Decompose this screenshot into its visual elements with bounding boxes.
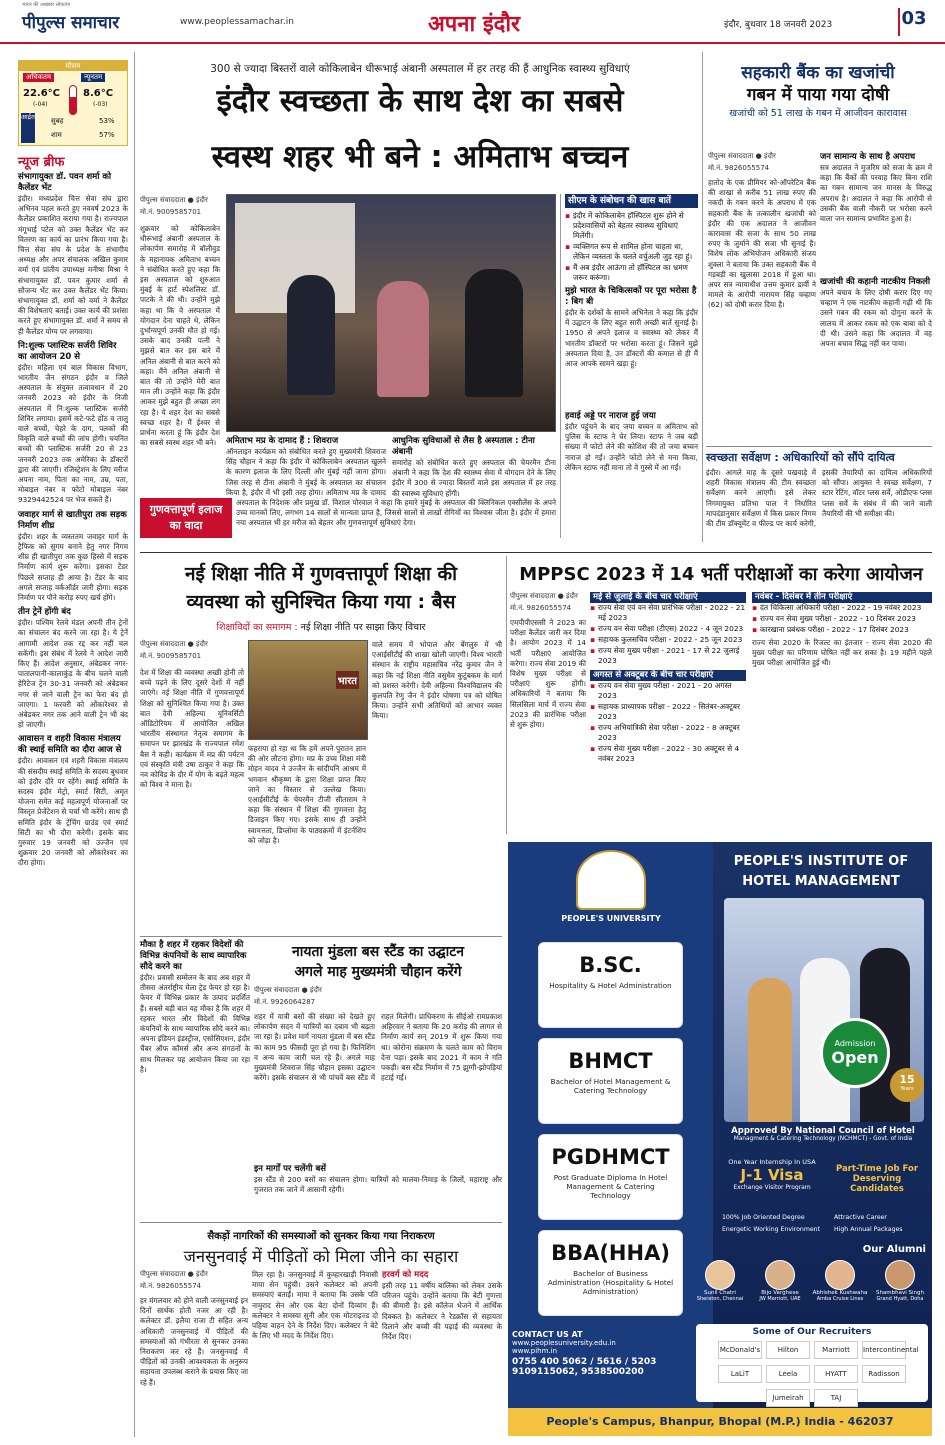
nayta-headline-1: नायता मुंडला बस स्टैंड का उद्घाटन (291, 944, 465, 960)
brief-title: नि:शुल्क प्लास्टिक सर्जरी शिविर का आयोजन 20 से (18, 340, 117, 362)
mppsc-exam: ▪ सहायक कुलसचिव परीक्षा - 2022 - 25 जून 2023 (590, 635, 746, 645)
tradefair-body: इंदौर। प्रवासी सम्मेलन के बाद अब शहर में तीसरा अंतर्राष्ट्रीय मेला ट्रेड फेयर हो रहा है। फेयर में विभिन्न प्रकार के उत्पाद प्रदर्शित हैं। सबसे बड़ी बात यह मौका है कि शहर में रहकर भारत और विदेशों की विभिन्न कंपनियों के साथ व्यापारिक सौदे करने का। अपना इंडियन इंडस्ट्रीज, एसोसिएशन, इंदौर चैंबर ऑफ कॉमर्स और अन्य संगठनों के साथ मिलकर यह आयोजन किया जा रहा है। (140, 973, 250, 1074)
program-card[interactable] (538, 1038, 683, 1124)
mppsc-exam: ▪ राज्य सेवा मुख्य परीक्षा - 2021 - 17 से 22 जुलाई 2023 (590, 646, 746, 666)
bank-deck: खजांची को 51 लाख के गबन में आजीवन कारावास (729, 108, 907, 119)
weather-max-temp: 22.6°C (23, 88, 61, 99)
cm-box-title: सीएम के संबोधन की खास बातें (565, 194, 698, 208)
mppsc-group2-list (590, 681, 746, 764)
ad-title-2: HOTEL MANAGEMENT (742, 874, 900, 889)
alumni-name: Bijo Varghese (761, 1290, 799, 1296)
avatar (825, 1260, 855, 1290)
hearing-box-title: हरवर्ग को मदद (382, 1270, 429, 1280)
visa-sub: Exchange Visitor Program (733, 1184, 811, 1191)
feature-item: Attractive Career (834, 1214, 887, 1221)
section-rule (140, 1222, 502, 1223)
program-desc: Bachelor of Hotel Management & Catering Technology (550, 1077, 671, 1095)
bank-headline-1: सहकारी बैंक का खजांची (741, 63, 895, 83)
caption-tina-title: आधुनिक सुविधाओं से लैस है अस्पताल : टीना अंबानी (392, 436, 535, 457)
contact-phone-2[interactable]: 9109115062, 9538500200 (512, 1367, 644, 1377)
mppsc-exam: ▪ दंत चिकित्सा अधिकारी परीक्षा - 2022 - 19 नवंबर 2023 (752, 603, 932, 613)
education-photo (248, 640, 368, 740)
feature-item: 100% Job Oriented Degree (722, 1214, 805, 1221)
mppsc-group2-title: अगस्त से अक्टूबर के बीच चार परीक्षाएं (590, 670, 746, 681)
quality-tag: गुणवत्तापूर्ण इलाज का वादा (140, 498, 232, 538)
education-mobile: मो.नं. 9009585701 (140, 652, 202, 660)
brief-body: इंदौर। मध्यप्रदेश चित्त सेवा संघ द्वारा अभिनव पहल करते हुए नववर्ष 2023 के कैलेंडर प्रकाशित कराया गया है। राज्यपाल मंगूभाई पटेल को उक्त कैलेंडर भेंट कर वितरण का कार्य का प्रारंभ किया गया है। चित्त सेवा संघ के प्रदेश के संभागीय अध्यक्ष और अपर संचालक अखिल कुमार वर्मा एवं प्रांतीय उपाध्यक्ष मनीषा मिश्रा ने संभागायुक्त डॉ. पवन कुमार शर्मा से सौजन्य भेंट कर उक्त कैलेंडर भेंट किया। संभागायुक्त डॉ. शर्मा को वर्मा ने कैलेंडर की विशेषताएं बताई। उक्त कार्य की प्रशंसा करते हुए संभागायुक्त डॉ. शर्मा ने समय से ही कैलेंडर योग्य पर लगवाया। (18, 194, 128, 336)
brief-title: आवासन व शहरी विकास मंत्रालय की स्थाई समिति का दौरा आज से (18, 734, 122, 756)
brief-title: जवाहर मार्ग से खातीपुरा तक सड़क निर्माण शीघ्र (18, 509, 127, 531)
alumni-card (872, 1260, 928, 1302)
alumni-name: Abhishek Kushwaha (812, 1290, 868, 1296)
weather-max-delta: (-04) (33, 101, 48, 108)
mppsc-exam: ▪ राज्य सेवा एवं वन सेवा प्रारंभिक परीक्षा - 2022 - 21 मई 2023 (590, 603, 746, 623)
bank-byline: पीपुल्स संवाददाता ● इंदौर (708, 152, 776, 160)
program-desc: Hospitality & Hotel Administration (549, 981, 672, 990)
mppsc-exam: ▪ कारखाना प्रबंधक परीक्षा - 2022 - 17 दिसंबर 2023 (752, 625, 932, 635)
mppsc-exam: ▪ राज्य सेवा मुख्य परीक्षा - 2022 - 30 अक्टूबर से 4 नवंबर 2023 (590, 744, 746, 764)
nayta-byline: पीपुल्स संवाददाता ● इंदौर (254, 986, 322, 994)
site-url[interactable]: www.peoplessamachar.in (180, 17, 294, 27)
recruiter-logo: HYATT (814, 1365, 858, 1383)
visa-block (720, 1158, 824, 1208)
recruiter-logo: McDonald's (718, 1341, 762, 1359)
mppsc-exam: ▪ सहायक प्राध्यापक परीक्षा - 2022 - सितंबर-अक्टूबर 2023 (590, 702, 746, 722)
lead-sub1-body: इंदौर के दर्शकों के सामने अभिनेता ने कहा कि इंदौर में उद्घाटन के लिए बहुत सारी अच्छी बातें सुनाई है। 1950 से अपने इलाज व स्वास्थ्य को लेकर मैं भारतीय डॉक्टरों पर भरोसा करता हूं। जिसने मुझे अस्पताल दिया है, उन डॉक्टरों की कमाल से ही मैं आज आपके सामने खड़ा हूं। (565, 308, 698, 369)
brief-title: संभागायुक्त डॉ. पवन शर्मा को कैलेंडर भेंट (18, 172, 112, 193)
alumni-role: Grand Hyatt, Doha (876, 1296, 924, 1302)
weather-min-delta: (-03) (93, 101, 108, 108)
weather-evening-label: शाम (51, 131, 62, 139)
recruiter-logo: Radisson (862, 1365, 906, 1383)
lead-body: शुक्रवार को कोकिलाबेन धीरूभाई अंबानी अस्पताल के लोकार्पण समारोह में बॉलीवुड के महानायक अमिताभ बच्चन ने संबोधित करते हुए कहा कि इस अस्पताल को शुरुआत मुंबई के हार्ट स्पेशलिस्ट डॉ. पाटके ने की थी। उन्होंने मुझे कहा था कि वे अस्पताल में योगदान देना चाहते थे, लेकिन दुर्भाग्यपूर्ण उनकी मौत हो गई। उसके बाद उनकी पत्नी ने मुझसे बात कर इस बारे में अनिल अंबानी से बात करने को कहा। मैंने अनिल अंबानी से बात की तो उन्होंने मेरी बात मान ली। उन्होंने कहा कि इंदौर आकर मुझे बहुत ही अच्छा लग रहा है। ये शहर देश का सबसे स्वच्छ शहर है। मैं ईश्वर से प्रार्थना करता हूं कि इंदौर देश का सबसे स्वस्थ शहर भी बने। (140, 224, 220, 448)
university-logo-icon (576, 850, 646, 910)
ad-title-1: PEOPLE'S INSTITUTE OF (733, 854, 909, 869)
education-deck (140, 620, 502, 633)
program-card[interactable] (538, 942, 683, 1028)
bank-side2-body: अपने बचाव के लिए दोषी करार दिए गए चव्हाण ने एक नाटकीय कहानी गढ़ी थी कि उसने गबन की रकम को दोगुना करने के लालच में आकर रकम को एक बाबा को दे दी थी। उसने कहा कि अदालत में वह अपना बचाव सिद्ध नहीं कर पाया। (820, 288, 932, 349)
dateline: इंदौर, बुधवार 18 जनवरी 2023 (724, 20, 833, 30)
recruiter-logo: LaLiT (718, 1365, 762, 1383)
bank-sidebar (820, 152, 932, 442)
bank-body: हातोद के एक प्रीमियर को-ऑपरेटिव बैंक की शाखा से करीब 51 लाख रुपए की नकदी के गबन करने के अपराध में एक सहकारी बैंक के तत्कालीन खजांची को इंदौर की एक अदालत ने आजीवन कारावास की सजा के साथ 50 लाख रुपए के जुर्माने की सजा भी सुनाई है। विशेष लोक अभियोजन अधिकारी संजय शुक्ला ने बताया कि उक्त सहकारी बैंक में गड़बड़ी का खुलासा 2018 में हुआ था। अपर सत्र न्यायाधीश उत्तम कुमार डार्वी ने मामले के आरोपी नारायण सिंह चव्हाण (62) को दोषी करार दिया है। (708, 178, 816, 310)
lead-sub2-title: हवाई अड्डे पर नाराज हुई जया (565, 411, 656, 421)
lead-sub2-body: इंदौर पहुंचने के बाद जया बच्चन व अमिताभ को पुलिस के स्टाफ ने घेर लिया। स्टाफ ने जब बड़ी संख्या में फोटो लेने की कोशिश की तो जया बच्चन नाराज हो गईं। उन्होंने फोटो लेने से मना किया, लेकिन स्टाफ नहीं माना तो वे गुस्से में आ गईं। (565, 422, 698, 472)
program-code: BBA(HHA) (551, 1241, 670, 1265)
mppsc-byline: पीपुल्स संवाददाता ● इंदौर (510, 592, 578, 600)
contact-title: CONTACT US AT (512, 1330, 583, 1339)
hearing-body: हर मंगलवार को होने वाली जनसुनवाई इन दिनों सार्थक होती नजर आ रही है। कलेक्टर डॉ. इलैया राजा टी सहित अन्य अधिकारी जनसुनवाई में पीड़ितों की समस्याओं को गंभीरता से सुनकर उनका निराकरण कर रहे हैं। जनसुनवाई में पीड़ितों को उनकी आवश्यकता के अनुरूप सहायता उपलब्ध कराने के प्रयास किए जा रहे हैं। (140, 1296, 248, 1387)
column-divider (506, 556, 507, 834)
program-code: BHMCT (568, 1049, 653, 1073)
mppsc-mobile: मो.नं. 9826055574 (510, 604, 572, 612)
education-body: देश में शिक्षा की व्यवस्था अच्छी होनी तो बच्चे पढ़ने के लिए दूसरे देशों में नहीं जाएंगे। नई शिक्षा नीति में गुणवत्तापूर्ण शिक्षा को सुनिश्चित किया गया है। उक्त बात देवी अहिल्या यूनिवर्सिटी ऑडिटोरियम में आयोजित अखिल भारतीय संस्थागत नेतृत्व समागम के समापन पर झारखंड के राज्यपाल रमेश बैस ने कही। कार्यक्रम में मप्र की पर्यटन एवं संस्कृति मंत्री उषा ठाकुर ने कहा कि नव कोविड के दौर में योग के बढ़ते महत्व को विश्व ने माना है। (140, 668, 244, 790)
cm-point: ▪ मैं अब इंदौर आऊंगा तो हॉस्पिटल का भ्रमण जरूर करूंगा। (565, 263, 698, 283)
hearing-mobile: मो.नं. 9826055574 (140, 1282, 202, 1290)
caption-shivraj-title: अमिताभ मप्र के दामाद हैं : शिवराज (226, 436, 339, 446)
bank-headline-2: गबन में पाया गया दोषी (746, 85, 890, 105)
program-code: PGDHMCT (551, 1145, 670, 1169)
alumni-row (692, 1260, 928, 1320)
education-deck-text: नई शिक्षा नीति पर साझा किए विचार (300, 622, 426, 633)
alumni-role: Amba Cruise Lines (816, 1296, 864, 1302)
weather-label: मौसम (19, 61, 127, 71)
recruiters-title: Some of Our Recruiters (752, 1327, 872, 1337)
recruiter-logo: Marriott (814, 1341, 858, 1359)
news-brief-column (18, 172, 128, 1434)
mppsc-headline: MPPSC 2023 में 14 भर्ती परीक्षाओं का करेगा आयोजन (519, 564, 923, 585)
brief-body: इंदौर। आवासन एवं शहरी विकास मंत्रालय की संसदीय स्थाई समिति के सदस्य बुधवार को इंदौर दौरे पर रहेंगे। स्थाई समिति के सदस्य इंदौर मेट्रो, स्मार्ट सिटी, अमृत योजना समेत कई महत्वपूर्ण योजनाओं पर विस्तृत प्रेजेंटेशन से चर्चा भी करेंगे। साथ ही समिति इंदौर के ट्रेंचिंग ग्राउंड एवं स्मार्ट सिटी का भी दौरा करेगी। इसके बाद गुरुवार 19 जनवरी को उज्जैन एवं शुक्रवार 20 जनवरी को ओंकारेश्वर का दौरा होगा। (18, 756, 128, 868)
hearing-box (382, 1270, 502, 1434)
years-number: 15 (899, 1073, 915, 1086)
weather-max-label: अधिकतम (23, 73, 54, 82)
brief-title: तीन ट्रेनें होंगी बंद (18, 607, 71, 618)
lead-mobile: मो.नं. 9009585701 (140, 208, 202, 216)
tradefair-box (140, 940, 250, 1220)
contact-block (512, 1330, 692, 1400)
program-desc: Bachelor of Business Administration (Hospitality & Hotel Administration) (547, 1269, 674, 1296)
ad-address: People's Campus, Bhanpur, Bhopal (M.P.) India - 462037 (508, 1408, 932, 1436)
bank-side-body: सत्र अदालत ने मुजरिम को सजा के क्रम में कहा कि बैंकों की परवाह किए बिना राशि का गबन सामान्य जन मानस के विरुद्ध अपराध है। अदालत ने कहा कि आरोपी से उसकी बैंक वाली नौकरी पर भरोसा करने वाला जन सामान्य प्रभावित हुआ है। (820, 163, 932, 224)
hearing-kicker: सैकड़ों नागरिकों की समस्याओं को सुनकर किया गया निराकरण (207, 1231, 435, 1242)
news-brief-heading: न्यूज ब्रीफ (18, 155, 65, 170)
lead-kicker: 300 से ज्यादा बिस्तरों वाले कोकिलाबेन धीरूभाई अंबानी अस्पताल में हर तरह की हैं आधुनिक स्वास्थ्य सुविधाएं (210, 63, 630, 75)
education-byline: पीपुल्स संवाददाता ● इंदौर (140, 640, 208, 648)
page-number: 03 (898, 8, 928, 36)
feature-item: High Annual Packages (834, 1226, 903, 1233)
brief-body: इंदौर। शहर के व्यस्ततम जवाहर मार्ग के ट्रैफिक को सुगम बनाने हेतु नगर निगम शीघ्र ही खातीपुरा तक कुछ हिस्से में सड़क निर्माण कार्य शुरू करेगा। इसका टेंडर पिछले सप्ताह ही आया है। टेंडर के बाद अगले सप्ताह वर्कऑर्डर जारी होगा। सड़क निर्माण पर पौने करोड़ रुपए खर्च होंगे। (18, 531, 128, 602)
alumni-name: Shambhavi Singh (875, 1290, 925, 1296)
advertisement[interactable] (508, 842, 932, 1436)
brief-body: इंदौर। महिला एवं बाल विकास विभाग, भारतीय जैन संगठन इंदौर व जिले अस्पताल के संयुक्त तत्वावधान में 20 जनवरी 2023 को इंदौर के निजी अस्पताल में नि:शुल्क प्लास्टिक सर्जरी शिविर लगाया। इसमें कटे-फटे होंठ व तालु वाले बच्चों, चेहरे के दाग, पलकों की विकृति वाले बच्चों की जांच होगी। चयनित बच्चों की प्लास्टिक सर्जरी 20 से 23 जनवरी 2023 तक अमेरिका के डॉक्टरों द्वारा की जाएगी। रजिस्ट्रेशन के लिए मरीज अपना नाम, पिता का नाम, उम्र, पता, मोबाइल नंबर व फोटो मोबाइल नंबर 9329442524 पर भेज सकते हैं। (18, 362, 128, 505)
recruiter-logo: Jumeirah (766, 1389, 810, 1407)
approval-banner (718, 1126, 928, 1152)
photo-caption: भारत (336, 671, 359, 689)
mppsc-exam: ▪ राज्य अभियांत्रिकी सेवा परीक्षा - 2022 - 8 अक्टूबर 2023 (590, 723, 746, 743)
alumni-title: Our Alumni (862, 1244, 926, 1255)
nayta-body: शहर में यात्री बसों की संख्या को देखते हुए लोकार्पण सदन में यात्रियों का दबाव भी बढ़ता जा रहा है। प्रवेश मार्ग नायता मुंडला में बस स्टैंड का काम 95 फीसदी पूरा हो गया है। फिनिशिंग व अन्य काम जारी चल रहे हैं। अगले माह मुख्यमंत्री शिवराज सिंह चौहान इसका उद्घाटन करेंगे। इसके संचालन से भी पांचवें बस स्टैंड में राहत मिलेगी। प्राधिकरण के सीईओ रामप्रकाश अहिरवार ने बताया कि 20 करोड़ की लागत से निर्माण कार्य सन् 2019 में शुरू किया गया था। कोरोना संक्रमण के चलते काम को विराम देना पड़ा। इसके बाद 2021 में काम ने गति पकड़ी। बस स्टैंड निर्माण में 75 झुग्गी-झोपड़ियां हटाई गईं। (254, 1012, 502, 1083)
swachhata-headline: स्वच्छता सर्वेक्षण : अधिकारियों को सौंपे दायित्व (706, 451, 895, 464)
cm-box (560, 194, 698, 538)
bank-mobile: मो.नं. 9826055574 (708, 164, 770, 172)
hearing-headline: जनसुनवाई में पीड़ितों को मिला जीने का सहारा (183, 1247, 459, 1266)
recruiter-logo: TAJ (814, 1389, 858, 1407)
parttime-line-2: Deserving Candidates (850, 1174, 904, 1194)
mppsc-body: एमपीपीएससी ने 2023 का परीक्षा कैलेंडर जारी कर दिया है। आयोग 2023 में 14 भर्ती परीक्षाएं आयोजित करेगा। राज्य सेवा 2019 की विशेष मुख्य परीक्षा से परीक्षाएं शुरू होंगी। अधिकारियों ने बताया कि सिलसिला मार्च में राज्य सेवा 2023 की प्रारंभिक परीक्षा से शुरू होगा। (510, 618, 586, 730)
lead-sub1-title: मुझे भारत के चिकित्सकों पर पूरा भरोसा है : बिग बी (565, 286, 697, 307)
recruiter-logos (696, 1337, 928, 1409)
alumni-role: Sheraton, Chennai (696, 1296, 744, 1302)
alumni-card (812, 1260, 868, 1302)
lead-photo (226, 194, 556, 432)
alumni-card (692, 1260, 748, 1302)
quality-body: अस्पताल के निदेशक और प्रमुख डॉ. विशाल पोरवाल ने कहा कि हमारे मुंबई के अस्पताल की क्लिनिकल एक्सीलेंस के अपने उच्च मानकों लिए, लगभग 14 सालों से मान्यता प्राप्त है, जिससे सालों से लाखों रोगियों का विश्वास जीता है। इंदौर में हमारा नया अस्पताल भी हर मरीज को बेहतर और गुणवत्तापूर्ण सुविधाएं देगा। (236, 498, 556, 528)
recruiter-logo: Intercontinental (862, 1341, 906, 1359)
cm-point: ▪ व्यक्तिगत रूप से शामिल होना चाहता था, लेकिन व्यस्तता के चलते वर्चुअली जुड़ रहा हूं। (565, 242, 698, 262)
years-label: Years (900, 1086, 914, 1092)
program-desc: Post Graduate Diploma In Hotel Management & Catering Technology (553, 1173, 668, 1200)
mppsc-group3-list (752, 603, 932, 635)
avatar (885, 1260, 915, 1290)
contact-phone-1[interactable]: 0755 400 5062 / 5616 / 5203 (512, 1357, 657, 1367)
approval-line-2: Managment & Catering Technology (NCHMCT) - Govt. of India (733, 1136, 913, 1142)
mppsc-group1-title: मई से जुलाई के बीच चार परीक्षाएं (590, 592, 746, 603)
thermometer-icon (69, 85, 77, 115)
recruiters-block (696, 1324, 928, 1402)
photo-person-1 (287, 275, 335, 395)
weather-morning-value: 53% (99, 117, 115, 125)
bank-side-title: जन सामान्य के साथ है अपराध (820, 152, 916, 162)
education-body-3: वाले समय में भोपाल और बेंगलुरु में भी एआईसीटीई की शाखा खोली जाएगी। विश्व भारती संस्थान के राष्ट्रीय महासचिव नरेंद्र कुमार जैन ने कहा कि नई शिक्षा नीति वसुधैव कुटुंबकम के मार्ग को प्रशस्त करेगी। देवी अहिल्या विश्वविद्यालय की कुलपति रेणु जैन ने इंदौर घोषणा पत्र को घोषित किया। उन्होंने सभी अतिथियों को आभार व्यक्त किया। (372, 640, 502, 721)
caption-tina-body: समारोह को संबोधित करते हुए अस्पताल की चेयरमैन टीना अंबानी ने कहा कि देश की स्वास्थ्य सेवा में योगदान देने के लिए इंदौर में 300 से ज्यादा बिस्तरों वाले इस अस्पताल में हर तरह की स्वास्थ्य सुविधाएं होंगी। (392, 458, 556, 498)
tradefair-title: मौका है शहर में रहकर विदेशों की विभिन्न कंपनियों के साथ व्यापारिक सौदे करने का (140, 940, 247, 972)
education-body-2: फहराया हो रहा था कि हमें अपने पुरातन ज्ञान की ओर लौटना होगा। मप्र के उच्च शिक्षा मंत्री मोहन यादव ने उज्जैन के सांदीपनि आश्रम में भगवान श्रीकृष्ण के द्वारा शिक्षा प्राप्त किए जाने का विस्तार से उल्लेख किया। एआईसीटीई के चेयरमैन टीजी सीताराम ने कहा कि संस्थान में शिक्षा की गुणवत्ता हेतु डिजाइन किए गए। इसके साथ ही उन्होंने स्वायत्तता, डिप्लोमा के पाठ्यक्रमों में इंटर्नशिप को जोड़ा है। (248, 744, 366, 845)
lead-headline-1: इंदौर स्वच्छता के साथ देश का सबसे (216, 83, 624, 119)
brand-tagline: भारत की अखबार लोकतंत्र (22, 2, 70, 8)
brief-body: इंदौर। पश्चिम रेलवे मंडल अपनी तीन ट्रेनों का संचालन बंद करने जा रहा है। ये ट्रेनें आगामी आदेश तक रद्द कर नहीं चल सकेंगी। इस संबंध में रेलवे ने आदेश जारी किए हैं। आदेश अनुसार, अंबेडकर नगर-पातालपानी-कालाकुंड के बीच चलने वाली हेरिटेज ट्रेन 30-31 जनवरी को अंबेडकर नगर से जाने वाली ट्रेन का फेरा बंद हो जाएगा। 1 फरवरी को ओंकारेश्वर से अंबेडकर नगर तक आने वाली ट्रेन भी बंद हो जाएगी। (18, 618, 128, 730)
mppsc-group3-title: नवंबर - दिसंबर में तीन परीक्षाएं (752, 592, 932, 603)
contact-web-1[interactable]: www.peoplesuniversity.edu.in (512, 1339, 616, 1347)
education-deck-red: शिक्षाविदों का समागम : (216, 622, 298, 633)
features-list (722, 1212, 930, 1242)
section-title: अपना इंदौर (428, 12, 521, 37)
hearing-body-2: मिल रहा है। जनसुनवाई में कुम्हारखाड़ी निवासी माया सेन पहुंची। उसने कलेक्टर को अपनी समस्याएं बताईं। माया ने बताया कि उसके पति नामुराद सेन और एक बेटा दोनों दिव्यांग हैं। कलेक्टर ने समस्या सुनी और एक मोटराइज्ड दो पहिया वाहन देने के निर्देश दिए। कलेक्टर ने बेटे के लिए भी मदद के निर्देश दिए। (252, 1270, 378, 1341)
mppsc-exam: ▪ राज्य वन सेवा मुख्य परीक्षा - 2022 - 10 दिसंबर 2023 (752, 614, 932, 624)
weather-min-temp: 8.6°C (83, 88, 114, 99)
weather-min-label: न्यूनतम (81, 73, 105, 82)
hearing-box-body: इसी तरह 11 वर्षीय बालिका को लेकर उसके परिजन पहुंचे। उन्होंने बताया कि बेटी गुणत्ता की बीमारी है। इसे कॉलेज भेजने में आर्थिक दिक्कत है। कलेक्टर ने रेडक्रॉस से सहायता दिलाने और बच्ची की पढ़ाई की व्यवस्था के निर्देश दिए। (382, 1281, 502, 1342)
mppsc-exam: ▪ राज्य वन सेवा मुख्य परीक्षा - 2021 - 20 अगस्त 2023 (590, 681, 746, 701)
avatar (765, 1260, 795, 1290)
bank-side2-title: खजांची की कहानी नाटकीय निकली (820, 277, 931, 287)
nayta-sub-title: इन मार्गों पर चलेंगी बसें (254, 1164, 327, 1174)
program-card[interactable] (538, 1230, 683, 1316)
education-headline-1: नई शिक्षा नीति में गुणवत्तापूर्ण शिक्षा की (184, 563, 457, 585)
cm-point: ▪ इंदौर में कोकिलाबेन हॉस्पिटल शुरू होने से प्रदेशवासियों को बेहतर स्वास्थ्य सुविधाएं मिलेंगी। (565, 211, 698, 241)
weather-morning-label: सुबह (51, 117, 64, 125)
approval-line-1: Approved By National Council of Hotel (731, 1126, 915, 1136)
admission-badge[interactable] (820, 1018, 890, 1088)
admission-open: Open (831, 1048, 879, 1067)
visa-text: J-1 Visa (740, 1166, 804, 1184)
parttime-line-1: Part-Time Job For (835, 1164, 919, 1174)
column-divider (134, 52, 135, 1437)
alumni-card (752, 1260, 808, 1302)
photo-person-3 (465, 269, 523, 397)
avatar (705, 1260, 735, 1290)
university-name: PEOPLE'S UNIVERSITY (561, 914, 661, 923)
lead-byline: पीपुल्स संवाददाता ● इंदौर (140, 196, 208, 204)
nayta-headline-2: अगले माह मुख्यमंत्री चौहान करेंगे (294, 964, 462, 980)
years-badge (890, 1068, 924, 1102)
nayta-sub (254, 1164, 502, 1216)
nayta-mobile: मो.नं. 9926064287 (254, 998, 316, 1006)
photo-person-2 (377, 281, 429, 397)
mppsc-note: राज्य सेवा 2020 के रिजल्ट का इंतजार - राज्य सेवा 2020 की मुख्य परीक्षा का परिणाम घोषित नहीं कर सका है। 19 महीने पहले मुख्य परीक्षा आयोजित हुई थी। (752, 638, 932, 668)
swachhata-body: इंदौर। आगले माह के दूसरे पखवाड़े में शहरी विकास मंत्रालय की टीम स्वच्छता सर्वेक्षण करने आएगी। इसे लेकर निगमायुक्त प्रतिभा पाल ने निर्धारित मापदंडानुसार सर्वेक्षण में किस प्रकार निगम की टीम डॉक्यूमेंट व फील्ड पर कार्य करेगी, इसकी तैयारियों का दायित्व अधिकारियों को सौंपा। आयुक्त ने स्वच्छ सर्वेक्षण, 7 स्टार रेटिंग, वॉटर प्लस सर्वे, ओडीएफ प्लस प्लस सर्वे के संबंध में की जाने वाली तैयारियों की भी समीक्षा की। (706, 468, 932, 529)
brand-logo: पीपुल्स समाचार (22, 13, 120, 33)
photo-person-1 (748, 978, 792, 1122)
internship-text: One Year Internship In USA (728, 1158, 816, 1166)
weather-humidity-label: आर्द्रता (21, 113, 35, 143)
recruiter-logo: Leela (766, 1365, 810, 1383)
caption-shivraj-body: ऑनलाइन कार्यक्रम को संबोधित करते हुए मुख्यमंत्री शिवराज सिंह चौहान ने कहा कि इंदौर में कोकिलाबेन अस्पताल खुलने के कारण इलाज के लिए दिल्ली और मुंबई नहीं जाना होगा। जिस तरह से टीना अंबानी ने मुंबई के अस्पताल का संचालन किया है, इंदौर में भी इसी तरह होगा। अमिताभ मप्र के दामाद (226, 447, 386, 497)
section-rule (140, 936, 502, 937)
contact-web-2[interactable]: www.pihm.in (512, 1347, 558, 1355)
section-rule (706, 446, 932, 447)
masthead (0, 0, 945, 44)
alumni-role: JW Marriott, UAE (759, 1296, 801, 1302)
program-code: B.SC. (579, 953, 642, 977)
feature-item: Energetic Working Environment (722, 1226, 821, 1233)
admission-label: Admission (834, 1039, 876, 1048)
column-divider (702, 52, 703, 542)
program-card[interactable] (538, 1134, 683, 1220)
mppsc-exam: ▪ राज्य वन सेवा परीक्षा (टीएस) 2022 - 4 जून 2023 (590, 624, 746, 634)
education-headline-2: व्यवस्था को सुनिश्चित किया गया : बैस (186, 591, 456, 613)
weather-widget (18, 60, 128, 146)
nayta-sub-body: इस स्टैंड से 200 बसों का संचालन होगा। यात्रियों को मालवा-निमाड़ के जिलों, महाराष्ट्र और गुजरात तक जाने में आसानी रहेगी। (254, 1175, 502, 1195)
mppsc-group-1 (590, 592, 746, 765)
section-rule (140, 552, 932, 553)
lead-headline-2: स्वस्थ शहर भी बने : अमिताभ बच्चन (211, 139, 629, 175)
cm-box-points (565, 211, 698, 283)
mppsc-group-3 (752, 592, 932, 708)
hearing-byline: पीपुल्स संवाददाता ● इंदौर (140, 1270, 208, 1278)
weather-evening-value: 57% (99, 131, 115, 139)
mppsc-group1-list (590, 603, 746, 666)
parttime-block (826, 1164, 928, 1200)
alumni-name: Sunil Chatri (704, 1290, 736, 1296)
recruiter-logo: Hilton (766, 1341, 810, 1359)
